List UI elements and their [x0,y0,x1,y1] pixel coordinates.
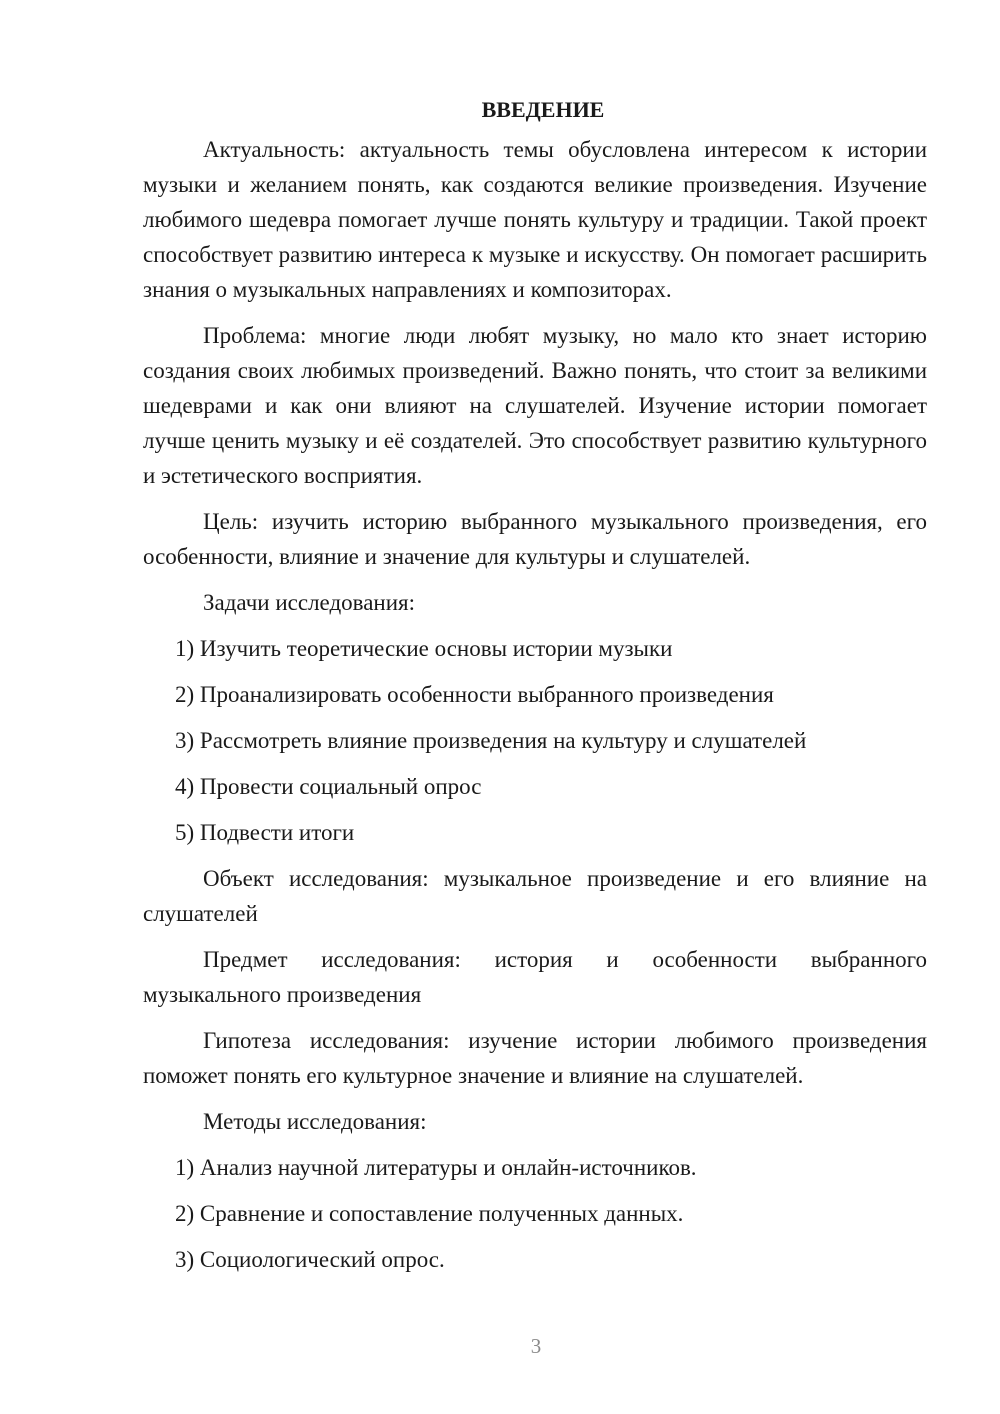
list-item: 5) Подвести итоги [175,820,355,845]
tasks-list [143,631,927,850]
page-title: ВВЕДЕНИЕ [481,97,605,122]
list-item: 1) Изучить теоретические основы истории музыки [175,636,673,661]
paragraph-relevance: Актуальность: актуальность темы обусловлена интересом к истории музыки и желанием понять, как создаются великие произведения. Изучение любимого шедевра помогает лучше понять культуру и традиции. Такой проект способствует развитию интереса к музыке и искусству. Он помогает расширить знания о музыкальных направлениях и композиторах. [143,137,927,302]
list-item: 2) Сравнение и сопоставление полученных данных. [175,1201,684,1226]
paragraph-hypothesis: Гипотеза исследования: изучение истории любимого произведения поможет понять его культурное значение и влияние на слушателей. [143,1028,927,1088]
list-item: 1) Анализ научной литературы и онлайн-источников. [175,1155,697,1180]
paragraph-goal: Цель: изучить историю выбранного музыкального произведения, его особенности, влияние и значение для культуры и слушателей. [143,509,927,569]
paragraph-problem: Проблема: многие люди любят музыку, но мало кто знает историю создания своих любимых произведений. Важно понять, что стоит за великими шедеврами и как они влияют на слушателей. Изучение истории помогает лучше ценить музыку и её создателей. Это способствует развитию культурного и эстетического восприятия. [143,323,927,488]
document-page [143,90,927,1288]
page-number: 3 [530,1334,542,1358]
list-item: 3) Социологический опрос. [175,1247,445,1272]
methods-list [143,1150,927,1277]
list-item: 4) Провести социальный опрос [175,774,482,799]
list-item: 2) Проанализировать особенности выбранного произведения [175,682,774,707]
list-item: 3) Рассмотреть влияние произведения на культуру и слушателей [175,728,807,753]
tasks-heading: Задачи исследования: [203,590,416,615]
methods-heading: Методы исследования: [203,1109,427,1134]
paragraph-object: Объект исследования: музыкальное произведение и его влияние на слушателей [143,866,927,926]
paragraph-subject: Предмет исследования: история и особенности выбранного музыкального произведения [143,947,927,1007]
